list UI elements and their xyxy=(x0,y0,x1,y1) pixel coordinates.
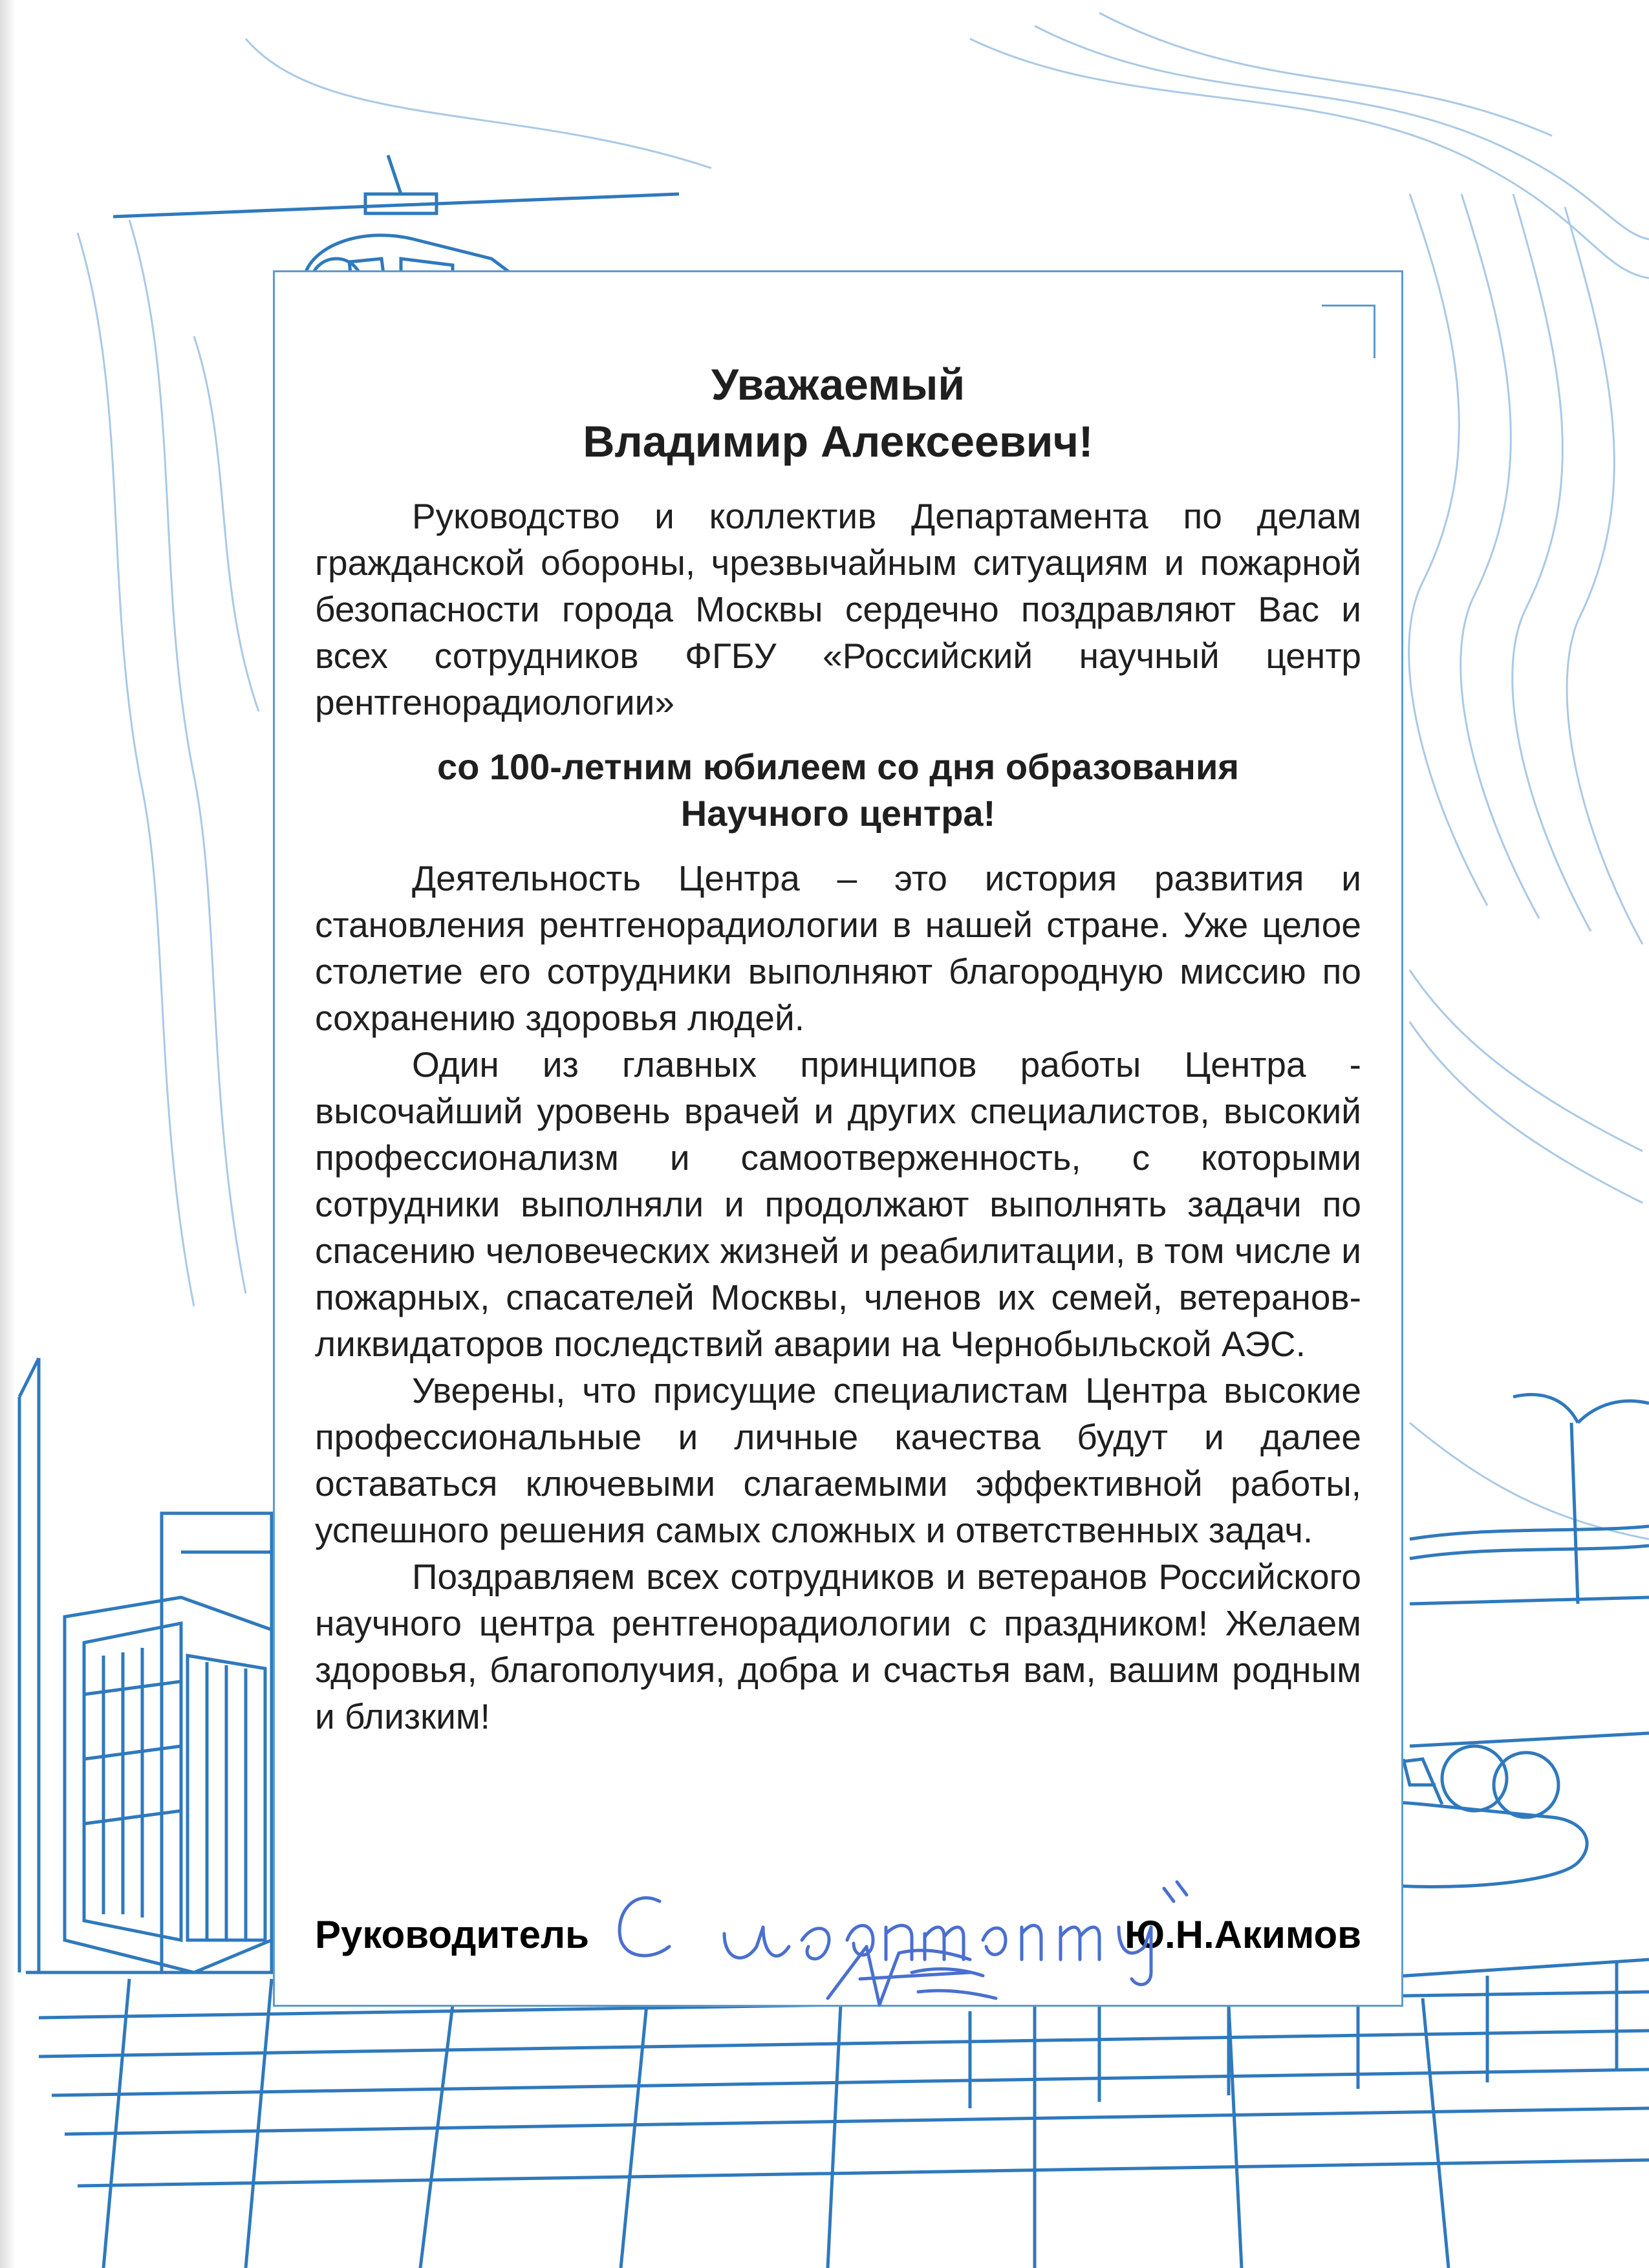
salutation xyxy=(315,356,1361,470)
paragraph-intro: Руководство и коллектив Департамента по делам гражданской обороны, чрезвычайным ситуациям и пожарной безопасности города Москвы сердечно поздравляют Вас и всех сотрудников ФГБУ «Российский научный центр рентгенорадиологии» xyxy=(315,496,1361,722)
handwritten-signature xyxy=(821,1934,1015,2018)
frame-corner-ornament xyxy=(1322,305,1375,358)
paragraph-confidence: Уверены, что присущие специалистам Центра высокие профессиональные и личные качества будут и далее оставаться ключевыми слагаемыми эффективной работы, успешного решения самых сложных и ответственных задач. xyxy=(315,1370,1361,1550)
occasion-heading xyxy=(315,744,1361,837)
paragraph-principles: Один из главных принципов работы Центра - высочайший уровень врачей и других специалистов, высокий профессионализм и самоотверженность, с которыми сотрудники выполняли и продолжают выполнять задачи по спасению человеческих жизней и реабилитации, в том числе и пожарных, спасателей Москвы, членов их семей, ветеранов-ликвидаторов последствий аварии на Чернобыльской АЭС. xyxy=(315,1044,1361,1364)
occasion-line-1: со 100-летним юбилеем со дня образования xyxy=(436,746,1240,787)
paragraph-history: Деятельность Центра – это история развития и становления рентгенорадиологии в нашей стране. Уже целое столетие его сотрудники выполняют благородную миссию по сохранению здоровья людей. xyxy=(315,858,1361,1038)
occasion-line-2: Научного центра! xyxy=(680,793,996,834)
signatory-name: Ю.Н.Акимов xyxy=(1125,1913,1361,1956)
paragraph-wishes: Поздравляем всех сотрудников и ветеранов Российского научного центра рентгенорадиологии с праздником! Желаем здоровья, благополучия, добра и счастья вам, вашим родным и близким! xyxy=(315,1557,1361,1736)
left-buildings-drawing xyxy=(19,1358,272,1972)
salutation-line-2: Владимир Алексеевич! xyxy=(583,417,1094,466)
signatory-title: Руководитель xyxy=(315,1913,589,1956)
letter-body xyxy=(315,356,1361,1740)
letter-panel xyxy=(273,270,1403,2007)
salutation-line-1: Уважаемый xyxy=(711,360,965,409)
